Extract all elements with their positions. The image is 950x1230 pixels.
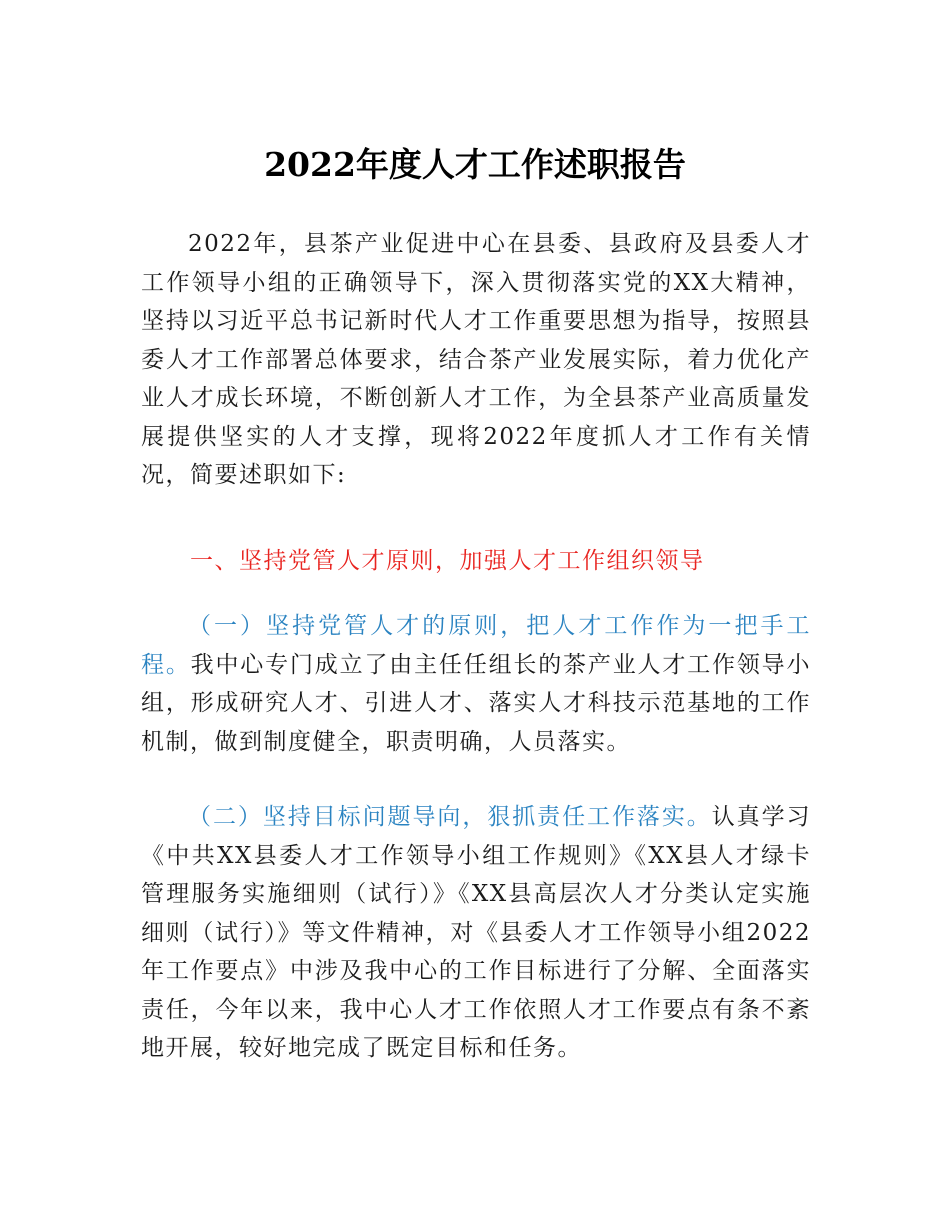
item-lead-1: （一）坚持党管人才的原则，把人才工作作为一把手工程。	[141, 613, 811, 678]
intro-paragraph: 2022年，县茶产业促进中心在县委、县政府及县委人才工作领导小组的正确领导下，深入贯彻落实党的XX大精神，坚持以习近平总书记新时代人才工作重要思想为指导，按照县委人才工作部署总体要求，结合茶产业发展实际，着力优化产业人才成长环境，不断创新人才工作，为全县茶产业高质量发展提供坚实的人才支撑，现将2022年度抓人才工作有关情况，简要述职如下:	[141, 231, 811, 488]
item-lead-2: （二）坚持目标问题导向，狠抓责任工作落实。	[188, 804, 712, 830]
document-title: 2022年度人才工作述职报告	[264, 145, 686, 184]
item-paragraph-2	[141, 798, 811, 1068]
item-paragraph-1	[141, 607, 811, 761]
item-body-1: 我中心专门成立了由主任任组长的茶产业人才工作领导小组，形成研究人才、引进人才、落实人才科技示范基地的工作机制，做到制度健全，职责明确，人员落实。	[141, 651, 812, 755]
item-body-2: 认真学习《中共XX县委人才工作领导小组工作规则》《XX县人才绿卡管理服务实施细则（试行）》《XX县高层次人才分类认定实施细则（试行）》等文件精神，对《县委人才工作领导小组2022年工作要点》中涉及我中心的工作目标进行了分解、全面落实责任，今年以来，我中心人才工作依照人才工作要点有条不紊地开展，较好地完成了既定目标和任务。	[141, 804, 811, 1061]
section-heading: 一、坚持党管人才原则，加强人才工作组织领导	[190, 548, 705, 574]
